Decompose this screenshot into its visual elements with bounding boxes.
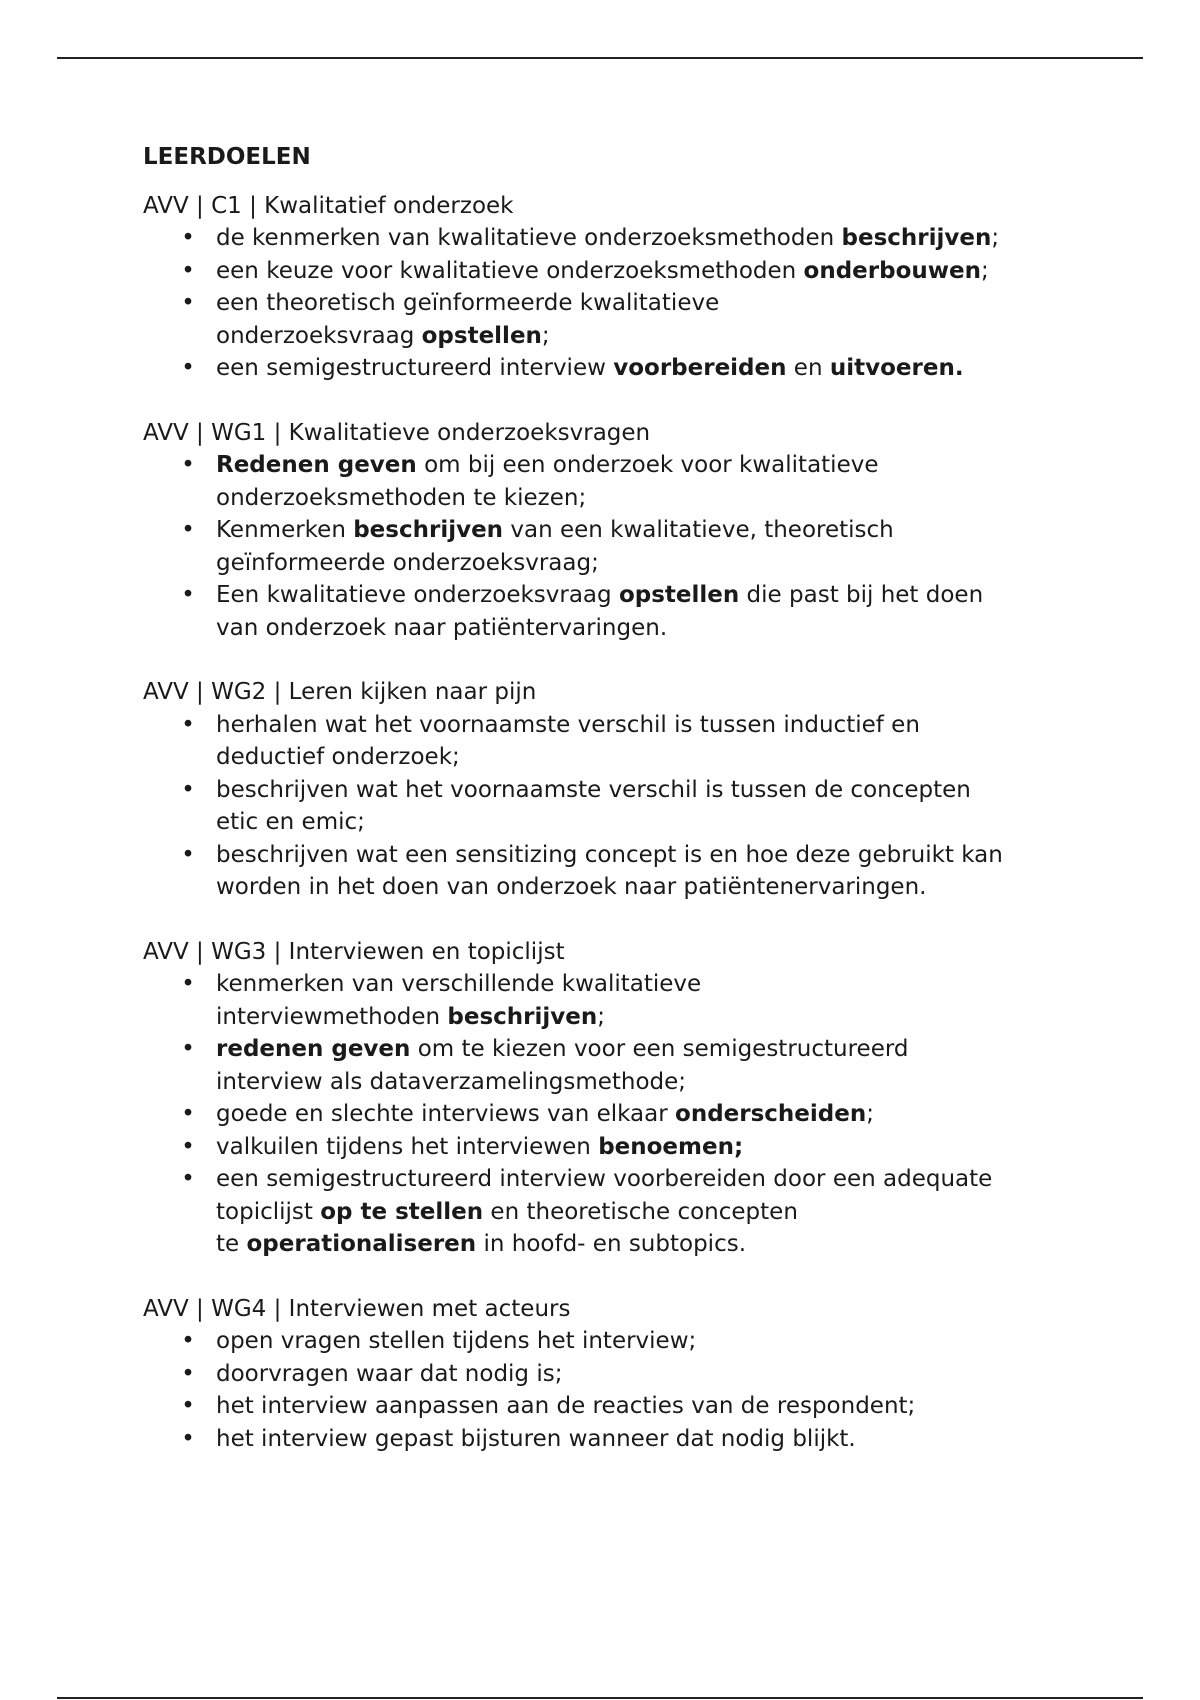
item-text: ; [991, 225, 1000, 251]
item-text: beschrijven wat een sensitizing concept is en hoe deze gebruikt kan [216, 841, 1003, 868]
list-item [143, 449, 1063, 514]
item-text: Een kwalitatieve onderzoeksvraag [216, 582, 619, 608]
item-text: om te kiezen voor een semigestructureerd [410, 1036, 909, 1062]
item-text: valkuilen tijdens het interviewen [216, 1133, 599, 1160]
item-text: kenmerken van verschillende kwalitatieve [216, 971, 702, 997]
item-text: een keuze voor kwalitatieve onderzoeksmethoden [216, 257, 804, 284]
bullet-icon: • [181, 711, 195, 738]
bullet-icon: • [181, 1036, 195, 1062]
objectives-section [143, 676, 1063, 904]
objectives-list [143, 449, 1063, 644]
objectives-list [143, 968, 1063, 1261]
item-text: onderzoeksvraag [216, 322, 422, 349]
list-item [143, 1423, 1063, 1456]
emphasis-text: beschrijven [841, 225, 992, 251]
bullet-icon: • [181, 841, 195, 868]
list-item [143, 709, 1063, 774]
item-text: doorvragen waar dat nodig is; [216, 1360, 563, 1387]
list-item [143, 352, 1063, 385]
item-text: die past bij het doen [739, 582, 984, 608]
item-text: worden in het doen van onderzoek naar patiëntenervaringen. [216, 874, 927, 900]
list-item [143, 222, 1063, 255]
bullet-icon: • [181, 290, 195, 316]
list-item [143, 255, 1063, 288]
item-text: en [786, 355, 830, 381]
bullet-icon: • [181, 971, 195, 997]
list-item [143, 1163, 1063, 1261]
item-text: etic en emic; [216, 809, 365, 835]
footer-rule [57, 1697, 1143, 1699]
emphasis-text: opstellen [421, 322, 542, 349]
objectives-section [143, 936, 1063, 1261]
item-text: topiclijst [216, 1198, 321, 1225]
bullet-icon: • [181, 776, 195, 803]
emphasis-text: Redenen geven [216, 452, 417, 478]
objectives-section [143, 1293, 1063, 1456]
header-rule [57, 57, 1143, 59]
list-item [143, 514, 1063, 579]
item-text: te [216, 1231, 247, 1257]
item-text: ; [541, 322, 550, 349]
objectives-sections [143, 190, 1063, 1456]
objectives-list [143, 222, 1063, 385]
item-text: een theoretisch geïnformeerde kwalitatieve [216, 290, 720, 316]
section-heading: AVV | WG1 | Kwalitatieve onderzoeksvragen [143, 419, 651, 446]
bullet-icon: • [181, 257, 195, 284]
document-title: LEERDOELEN [143, 144, 311, 170]
emphasis-text: voorbereiden [613, 355, 787, 381]
bullet-icon: • [181, 1393, 195, 1419]
item-text: interviewmethoden [216, 1003, 448, 1030]
item-text: ; [981, 257, 989, 284]
section-heading: AVV | WG4 | Interviewen met acteurs [143, 1295, 571, 1322]
emphasis-text: redenen geven [216, 1036, 411, 1062]
bullet-icon: • [181, 1425, 195, 1452]
item-text: de kenmerken van kwalitatieve onderzoeksmethoden [216, 225, 842, 251]
emphasis-text: onderbouwen [803, 257, 981, 284]
emphasis-text: benoemen; [598, 1133, 744, 1160]
list-item [143, 579, 1063, 644]
item-text: geïnformeerde onderzoeksvraag; [216, 549, 599, 576]
item-text: van onderzoek naar patiëntervaringen. [216, 614, 668, 641]
emphasis-text: operationaliseren [246, 1231, 477, 1257]
emphasis-text: uitvoeren. [829, 355, 964, 381]
bullet-icon: • [181, 517, 195, 543]
objectives-section [143, 190, 1063, 385]
objectives-section [143, 417, 1063, 645]
bullet-icon: • [181, 355, 195, 381]
section-heading: AVV | WG3 | Interviewen en topiclijst [143, 938, 565, 965]
item-text: het interview aanpassen aan de reacties van de respondent; [216, 1393, 916, 1419]
item-text: en theoretische concepten [483, 1198, 798, 1225]
list-item [143, 1325, 1063, 1358]
bullet-icon: • [181, 1101, 195, 1127]
item-text: een semigestructureerd interview [216, 355, 614, 381]
item-text: ; [866, 1101, 874, 1127]
bullet-icon: • [181, 452, 195, 478]
emphasis-text: beschrijven [353, 517, 504, 543]
list-item [143, 968, 1063, 1033]
list-item [143, 1098, 1063, 1131]
list-item [143, 1033, 1063, 1098]
item-text: een semigestructureerd interview voorbereiden door een adequate [216, 1166, 993, 1192]
item-text: herhalen wat het voornaamste verschil is tussen inductief en [216, 711, 920, 738]
item-text: het interview gepast bijsturen wanneer dat nodig blijkt. [216, 1425, 856, 1452]
list-item [143, 839, 1063, 904]
item-text: Kenmerken [216, 517, 354, 543]
item-text: interview als dataverzamelingsmethode; [216, 1068, 687, 1095]
item-text: deductief onderzoek; [216, 744, 460, 770]
list-item [143, 1131, 1063, 1164]
section-heading: AVV | C1 | Kwalitatief onderzoek [143, 192, 514, 219]
bullet-icon: • [181, 1133, 195, 1160]
list-item [143, 1358, 1063, 1391]
emphasis-text: beschrijven [447, 1003, 598, 1030]
list-item [143, 287, 1063, 352]
bullet-icon: • [181, 1166, 195, 1192]
item-text: van een kwalitatieve, theoretisch [503, 517, 894, 543]
item-text: goede en slechte interviews van elkaar [216, 1101, 676, 1127]
objectives-list [143, 1325, 1063, 1455]
emphasis-text: onderscheiden [675, 1101, 867, 1127]
item-text: open vragen stellen tijdens het interview; [216, 1328, 697, 1354]
list-item [143, 1390, 1063, 1423]
bullet-icon: • [181, 1360, 195, 1387]
list-item [143, 774, 1063, 839]
item-text: onderzoeksmethoden te kiezen; [216, 484, 587, 511]
item-text: in hoofd- en subtopics. [476, 1231, 747, 1257]
bullet-icon: • [181, 1328, 195, 1354]
section-heading: AVV | WG2 | Leren kijken naar pijn [143, 679, 537, 705]
emphasis-text: op te stellen [320, 1198, 484, 1225]
bullet-icon: • [181, 582, 195, 608]
item-text: om bij een onderzoek voor kwalitatieve [416, 452, 879, 478]
item-text: beschrijven wat het voornaamste verschil is tussen de concepten [216, 776, 971, 803]
document-body [143, 141, 1063, 1487]
item-text: ; [597, 1003, 606, 1030]
bullet-icon: • [181, 225, 195, 251]
objectives-list [143, 709, 1063, 904]
emphasis-text: opstellen [618, 582, 740, 608]
